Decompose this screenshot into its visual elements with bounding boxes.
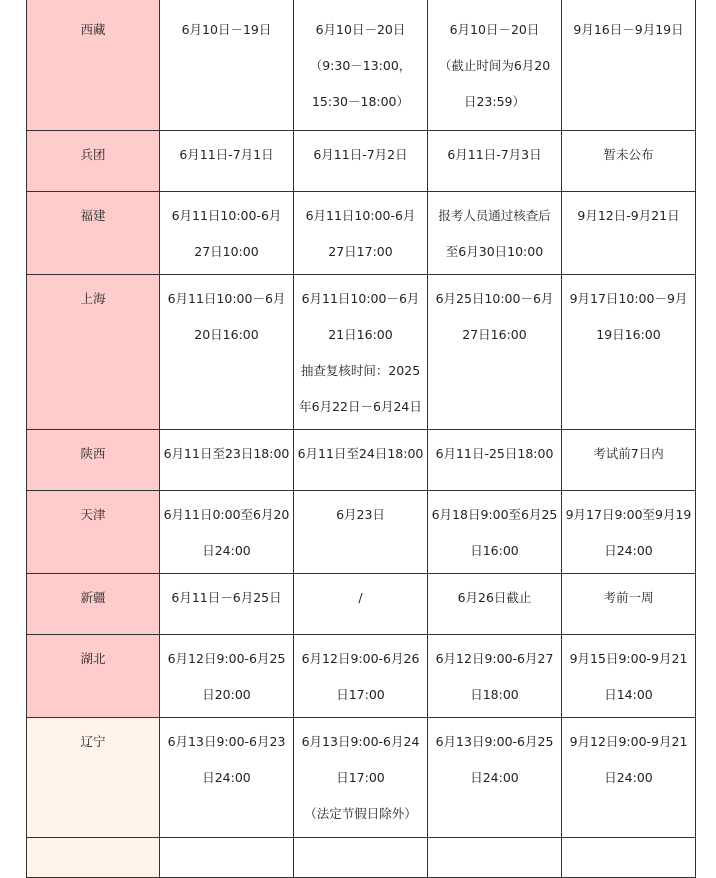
region-name: 湖北: [80, 650, 106, 666]
region-cell: [27, 191, 160, 274]
date-cell: [428, 191, 562, 274]
date-text: 日24:00: [604, 542, 653, 558]
date-text: 15:30－18:00）: [311, 94, 410, 109]
region-name: 福建: [80, 207, 106, 223]
date-text: 6月11日至24日18:00: [297, 445, 424, 461]
date-cell: [294, 717, 428, 837]
date-cell: [562, 274, 696, 429]
date-cell: [294, 837, 428, 877]
date-cell: [428, 573, 562, 634]
date-text: 6月23日: [336, 506, 385, 522]
region-cell: [27, 717, 160, 837]
registration-schedule-table: [26, 0, 696, 878]
region-cell: [27, 274, 160, 429]
date-text: 6月11日10:00-6月: [171, 207, 282, 223]
region-cell: [27, 634, 160, 717]
date-text: 6月13日9:00-6月23: [167, 733, 286, 749]
date-text: 6月11日0:00至6月20: [163, 506, 290, 522]
date-text: 6月25日10:00－6月: [435, 290, 554, 306]
date-text: 暂未公布: [603, 146, 654, 162]
table-row: [27, 429, 696, 490]
date-text: 6月26日截止: [457, 589, 532, 605]
date-cell: [562, 490, 696, 573]
date-text: 日17:00: [336, 686, 385, 702]
date-cell: [160, 490, 294, 573]
date-text: 27日17:00: [328, 243, 393, 259]
date-text: 6月11日10:00－6月: [167, 290, 286, 306]
date-text: 20日16:00: [194, 326, 259, 342]
date-text: 抽查复核时间：2025: [300, 362, 421, 378]
table-row: [27, 717, 696, 837]
date-cell: [428, 717, 562, 837]
date-cell: [562, 0, 696, 130]
date-text: 6月11日-7月1日: [179, 146, 274, 162]
date-text: 9月16日－9月19日: [573, 22, 684, 37]
date-text: 6月13日9:00-6月25: [435, 733, 554, 749]
table-row: [27, 634, 696, 717]
date-text: 6月11日10:00－6月: [301, 290, 420, 306]
date-text: 6月11日至23日18:00: [163, 445, 290, 461]
date-text: 6月12日9:00-6月26: [301, 650, 420, 666]
table-row: [27, 490, 696, 573]
date-text: 日17:00: [336, 769, 385, 785]
table-row: [27, 837, 696, 877]
date-cell: [294, 130, 428, 191]
date-text: 日16:00: [470, 542, 519, 558]
date-cell: [562, 429, 696, 490]
date-cell: [160, 130, 294, 191]
region-name: 西藏: [80, 22, 106, 37]
region-name: 辽宁: [80, 733, 106, 749]
date-cell: [160, 0, 294, 130]
date-text: 至6月30日10:00: [445, 243, 544, 259]
date-text: 日24:00: [470, 769, 519, 785]
date-text: 6月10日－20日: [315, 22, 406, 37]
date-cell: [160, 717, 294, 837]
date-text: 6月11日-7月2日: [313, 146, 408, 162]
date-text: （截止时间为6月20: [438, 58, 551, 73]
region-cell: [27, 573, 160, 634]
table-body: [27, 0, 696, 877]
region-name: 新疆: [80, 589, 106, 605]
date-cell: [160, 573, 294, 634]
region-cell: [27, 837, 160, 877]
date-text: 日24:00: [202, 769, 251, 785]
date-text: 21日16:00: [328, 326, 393, 342]
date-cell: [428, 490, 562, 573]
date-cell: [562, 191, 696, 274]
region-name: 天津: [80, 506, 106, 522]
date-text: 27日10:00: [194, 243, 259, 259]
date-cell: [428, 0, 562, 130]
region-name: 兵团: [80, 146, 106, 162]
date-text: （法定节假日除外）: [304, 805, 417, 821]
date-text: 日24:00: [202, 542, 251, 558]
date-text: 6月12日9:00-6月25: [167, 650, 286, 666]
date-text: （9:30－13:00，: [309, 58, 412, 73]
date-text: 日14:00: [604, 686, 653, 702]
date-text: 6月10日－19日: [181, 22, 272, 37]
region-cell: [27, 490, 160, 573]
region-cell: [27, 429, 160, 490]
date-text: 6月11日－6月25日: [171, 589, 282, 605]
date-cell: [562, 717, 696, 837]
region-cell: [27, 0, 160, 130]
date-text: 考前一周: [603, 589, 654, 605]
date-cell: [294, 274, 428, 429]
date-text: 年6月22日－6月24日: [299, 398, 422, 414]
date-cell: [294, 429, 428, 490]
date-text: 6月11日-7月3日: [447, 146, 542, 162]
date-text: 日20:00: [202, 686, 251, 702]
date-text: 日23:59）: [463, 94, 526, 109]
date-cell: [160, 837, 294, 877]
date-text: 日18:00: [470, 686, 519, 702]
date-text: 19日16:00: [596, 326, 661, 342]
region-cell: [27, 130, 160, 191]
table-row: [27, 0, 696, 130]
date-cell: [562, 837, 696, 877]
date-text: 9月15日9:00-9月21: [569, 650, 688, 666]
date-cell: [294, 490, 428, 573]
date-cell: [294, 634, 428, 717]
table-row: [27, 573, 696, 634]
date-text: 6月18日9:00至6月25: [431, 506, 558, 522]
region-name: 上海: [80, 290, 106, 306]
date-cell: [428, 130, 562, 191]
date-text: 6月11日10:00-6月: [305, 207, 416, 223]
date-text: 27日16:00: [462, 326, 527, 342]
date-cell: [428, 634, 562, 717]
date-text: 6月12日9:00-6月27: [435, 650, 554, 666]
date-cell: [294, 573, 428, 634]
table-row: [27, 191, 696, 274]
date-text: 9月17日10:00－9月: [569, 290, 688, 306]
date-cell: [160, 191, 294, 274]
table-row: [27, 130, 696, 191]
date-cell: [428, 837, 562, 877]
table-row: [27, 274, 696, 429]
date-cell: [160, 634, 294, 717]
date-text: 报考人员通过核查后: [438, 207, 551, 223]
date-cell: [562, 130, 696, 191]
date-text: 6月11日-25日18:00: [435, 445, 554, 461]
date-cell: [294, 191, 428, 274]
date-cell: [428, 274, 562, 429]
date-cell: [428, 429, 562, 490]
date-cell: [160, 429, 294, 490]
date-text: 日24:00: [604, 769, 653, 785]
date-text: 9月17日9:00至9月19: [565, 506, 692, 522]
date-cell: [562, 634, 696, 717]
date-text: 考试前7日内: [593, 445, 664, 461]
date-text: 6月13日9:00-6月24: [301, 733, 420, 749]
date-text: 9月12日-9月21日: [577, 207, 680, 223]
date-text: 6月10日－20日: [449, 22, 540, 37]
date-cell: [294, 0, 428, 130]
date-cell: [562, 573, 696, 634]
date-text: 9月12日9:00-9月21: [569, 733, 688, 749]
date-text: /: [358, 589, 363, 605]
region-name: 陕西: [80, 445, 106, 461]
date-cell: [160, 274, 294, 429]
